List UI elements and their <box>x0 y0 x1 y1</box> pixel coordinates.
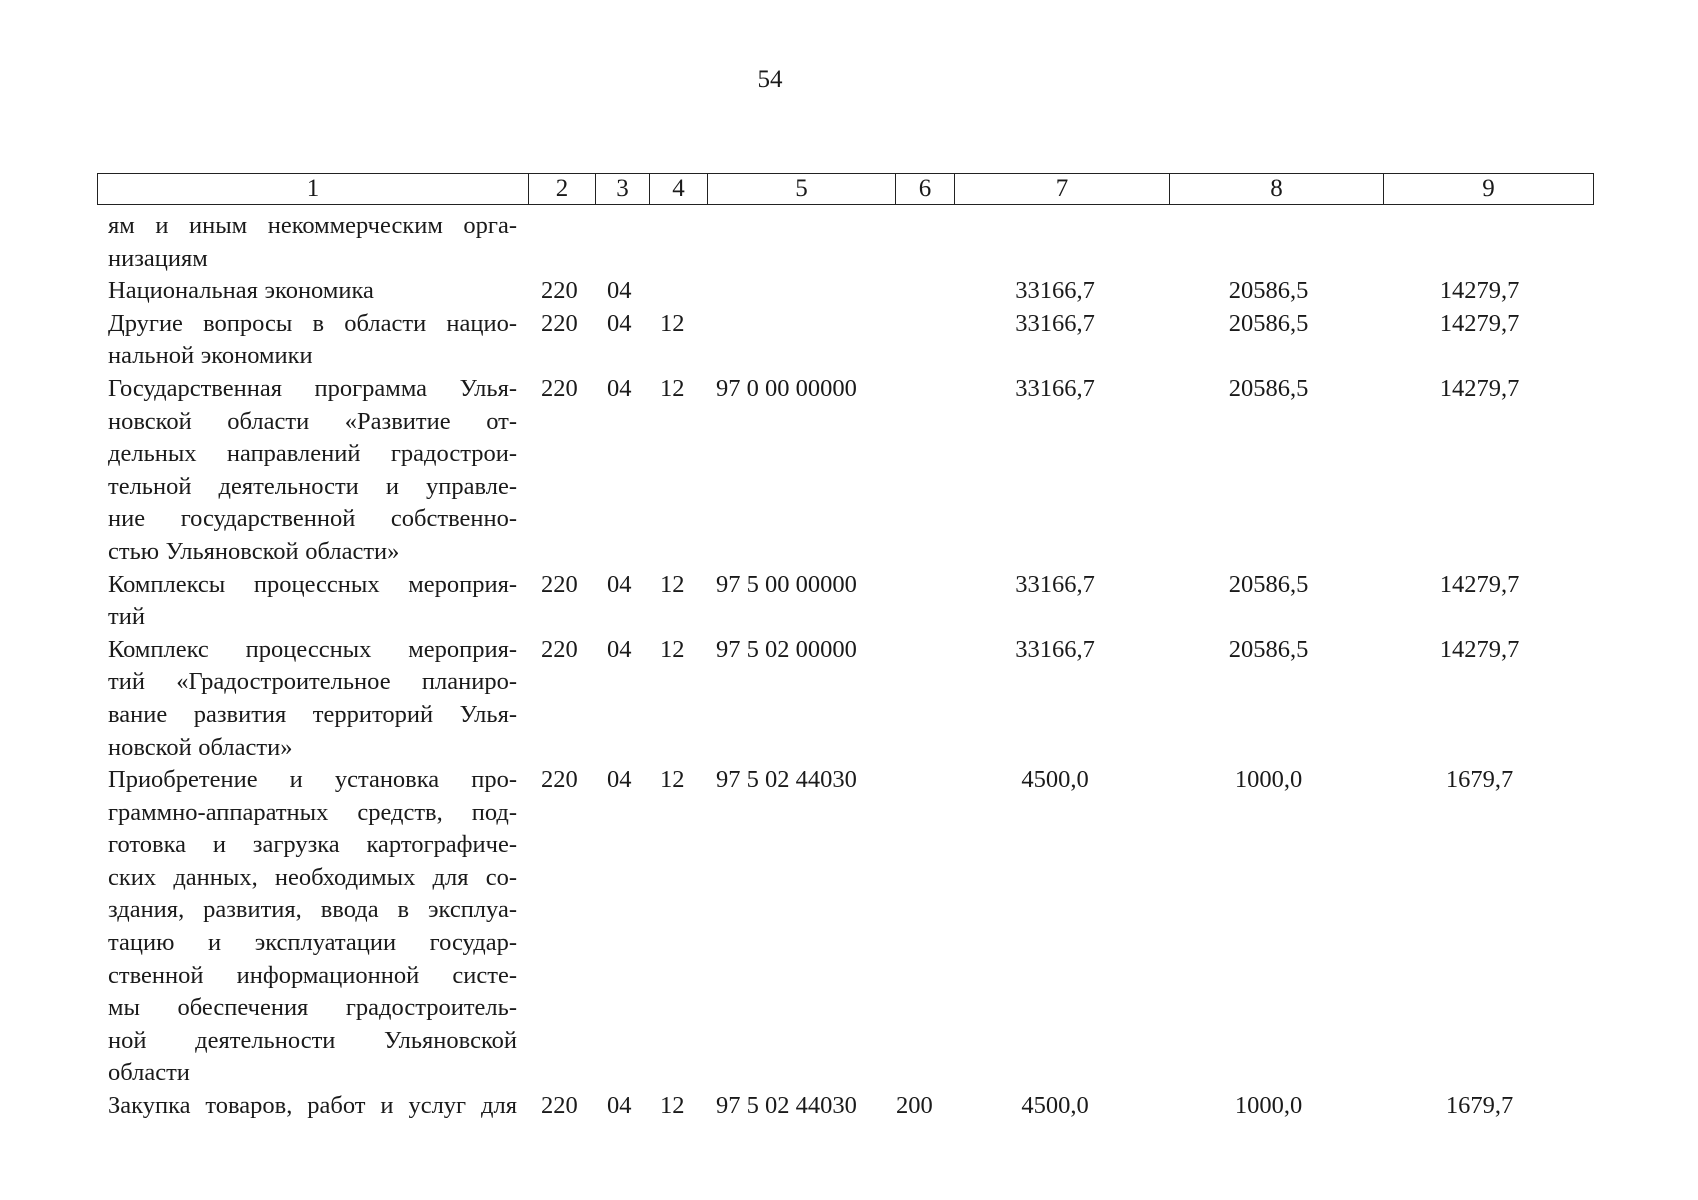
chapter-code: 12 <box>660 1092 685 1120</box>
chapter-code: 12 <box>660 374 685 402</box>
target-article-code: 97 5 02 44030 <box>716 1092 857 1120</box>
expense-type-code <box>890 210 948 275</box>
subsection-code: 04 <box>607 635 632 663</box>
row-name-line: ние государственной собственно- <box>108 505 517 533</box>
row-name-line: тельной деятельности и управле- <box>108 472 517 500</box>
column-header: 5 <box>708 174 896 205</box>
amount-col-8 <box>1162 210 1375 275</box>
target-article-code <box>703 210 890 275</box>
column-header: 9 <box>1384 174 1594 205</box>
column-header: 4 <box>650 174 708 205</box>
row-name <box>97 569 527 634</box>
chapter-code: 12 <box>660 309 685 337</box>
amount-col-8: 1000,0 <box>1234 1092 1303 1120</box>
amount-col-7: 33166,7 <box>1015 277 1095 305</box>
amount-col-8: 20586,5 <box>1228 309 1309 337</box>
row-name <box>97 275 527 308</box>
chapter-code: 12 <box>660 766 685 794</box>
target-article-code: 97 5 02 00000 <box>716 635 857 663</box>
row-name <box>97 308 527 373</box>
column-header: 8 <box>1170 174 1384 205</box>
column-header: 3 <box>596 174 650 205</box>
row-name-line: тацию и эксплуатации государ- <box>108 929 517 957</box>
amount-col-8: 20586,5 <box>1228 635 1309 663</box>
row-name-line: Закупка товаров, работ и услуг для <box>108 1092 517 1120</box>
amount-col-7: 4500,0 <box>1021 1092 1089 1120</box>
row-name-line: новской области» <box>108 733 293 761</box>
target-article-code: 97 0 00 00000 <box>716 374 857 402</box>
expense-type-code: 200 <box>896 1092 933 1120</box>
target-article-code <box>703 275 890 308</box>
subsection-code: 04 <box>607 277 632 305</box>
chapter-code <box>646 275 703 308</box>
row-name <box>97 1090 527 1123</box>
row-name-line: готовка и загрузка картографиче- <box>108 831 517 859</box>
row-name-line: ной деятельности Ульяновской <box>108 1026 517 1054</box>
amount-col-9: 14279,7 <box>1439 277 1520 305</box>
row-name-line: тий «Градостроительное планиро- <box>108 668 517 696</box>
amount-col-7: 33166,7 <box>1015 374 1095 402</box>
amount-col-7 <box>948 210 1162 275</box>
section-code: 220 <box>541 374 578 402</box>
table-row <box>97 569 1584 634</box>
expense-type-code <box>890 275 948 308</box>
chapter-code: 12 <box>660 570 685 598</box>
amount-col-7: 33166,7 <box>1015 309 1095 337</box>
amount-col-9: 1679,7 <box>1445 766 1514 794</box>
section-code: 220 <box>541 1092 578 1120</box>
chapter-code: 12 <box>660 635 685 663</box>
amount-col-9: 1679,7 <box>1445 1092 1514 1120</box>
row-name-line: Комплексы процессных мероприя- <box>108 570 517 598</box>
amount-col-8: 20586,5 <box>1228 570 1309 598</box>
table-row <box>97 373 1584 569</box>
table-row <box>97 308 1584 373</box>
section-code: 220 <box>541 309 578 337</box>
expense-type-code <box>890 569 948 634</box>
table-row <box>97 1090 1584 1123</box>
section-code: 220 <box>541 277 578 305</box>
row-name-line: Государственная программа Улья- <box>108 374 517 402</box>
amount-col-7: 33166,7 <box>1015 570 1095 598</box>
row-name-line: Приобретение и установка про- <box>108 766 517 794</box>
row-name <box>97 634 527 764</box>
table-row <box>97 634 1584 764</box>
row-name-line: дельных направлений градострои- <box>108 440 517 468</box>
expense-type-code <box>890 764 948 1090</box>
row-name <box>97 210 527 275</box>
expense-type-code <box>890 634 948 764</box>
row-name-line: Другие вопросы в области нацио- <box>108 309 517 337</box>
row-name <box>97 764 527 1090</box>
row-name-line: граммно-аппаратных средств, под- <box>108 798 517 826</box>
amount-col-9: 14279,7 <box>1439 309 1520 337</box>
amount-col-9: 14279,7 <box>1439 570 1520 598</box>
chapter-code <box>646 210 703 275</box>
row-name-line: мы обеспечения градостроитель- <box>108 994 517 1022</box>
table-row <box>97 764 1584 1090</box>
target-article-code <box>703 308 890 373</box>
column-header: 7 <box>955 174 1170 205</box>
subsection-code: 04 <box>607 766 632 794</box>
amount-col-7: 4500,0 <box>1021 766 1089 794</box>
table-row <box>97 275 1584 308</box>
section-code: 220 <box>541 635 578 663</box>
row-name-line: стью Ульяновской области» <box>108 537 400 565</box>
amount-col-8: 20586,5 <box>1228 374 1309 402</box>
row-name-line: здания, развития, ввода в эксплуа- <box>108 896 517 924</box>
subsection-code: 04 <box>607 570 632 598</box>
row-name <box>97 373 527 569</box>
row-name-line: новской области «Развитие от- <box>108 407 517 435</box>
row-name-line: вание развития территорий Улья- <box>108 700 517 728</box>
budget-table <box>97 210 1584 1123</box>
row-name-line: ственной информационной систе- <box>108 961 517 989</box>
expense-type-code <box>890 373 948 569</box>
section-code: 220 <box>541 766 578 794</box>
subsection-code: 04 <box>607 1092 632 1120</box>
column-header: 1 <box>98 174 529 205</box>
subsection-code: 04 <box>607 309 632 337</box>
amount-col-9: 14279,7 <box>1439 374 1520 402</box>
amount-col-8: 1000,0 <box>1234 766 1303 794</box>
section-code: 220 <box>541 570 578 598</box>
subsection-code: 04 <box>607 374 632 402</box>
row-name-line: низациям <box>108 244 208 272</box>
row-name-line: Комплекс процессных мероприя- <box>108 635 517 663</box>
target-article-code: 97 5 02 44030 <box>716 766 857 794</box>
row-name-line: ям и иным некоммерческим орга- <box>108 212 517 239</box>
amount-col-9: 14279,7 <box>1439 635 1520 663</box>
table-row <box>97 210 1584 275</box>
amount-col-7: 33166,7 <box>1015 635 1095 663</box>
expense-type-code <box>890 308 948 373</box>
subsection-code <box>593 210 646 275</box>
section-code <box>527 210 593 275</box>
target-article-code: 97 5 00 00000 <box>716 570 857 598</box>
page-number: 54 <box>757 66 783 93</box>
amount-col-8: 20586,5 <box>1228 277 1309 305</box>
column-header-row <box>97 173 1594 205</box>
row-name-line: ских данных, необходимых для со- <box>108 863 517 891</box>
column-header: 6 <box>896 174 955 205</box>
amount-col-9 <box>1375 210 1584 275</box>
row-name-line: нальной экономики <box>108 342 313 370</box>
budget-table-body <box>97 210 1584 1123</box>
row-name-line: Национальная экономика <box>108 277 374 305</box>
row-name-line: тий <box>108 603 145 631</box>
column-header: 2 <box>529 174 596 205</box>
row-name-line: области <box>108 1059 190 1087</box>
